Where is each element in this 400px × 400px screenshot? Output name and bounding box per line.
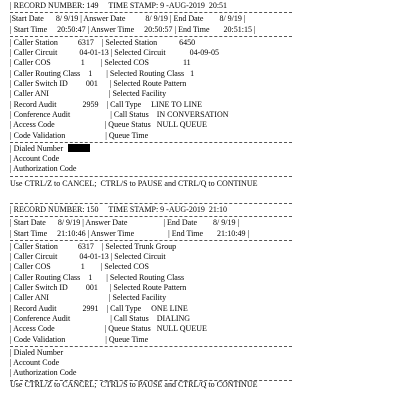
redacted-number-block <box>68 144 90 152</box>
dialed-number-label: | Dialed Number <box>10 143 64 153</box>
detail-row: | Caller ANI | Selected Facility <box>10 293 167 303</box>
detail-row: | Caller Routing Class 1 | Selected Routing Class <box>10 272 185 282</box>
detail-row: | Caller Circuit 04-01-13 | Selected Circuit <box>10 252 166 262</box>
detail-row: | Caller Routing Class 1 | Selected Routing Class 1 <box>10 68 195 78</box>
detail-row: | Conference Audit | Call Status IN CONVERSATION <box>10 109 229 119</box>
call-record-149 <box>10 1 292 178</box>
date-row: |Start Date 8/ 9/19 | Answer Date 8/ 9/19 | End Date 8/ 9/19 | <box>10 14 246 24</box>
detail-row: | Code Validation | Queue Time <box>10 130 149 140</box>
separator <box>10 142 292 143</box>
time-row: | Start Time 20:50:47 | Answer Time 20:50:57 | End Time 20:51:15 | <box>10 24 256 34</box>
detail-row: | Caller Circuit 04-01-13 | Selected Circuit 04-09-05 <box>10 48 219 58</box>
detail-row: | Access Code | Queue Status NULL QUEUE <box>10 120 207 130</box>
separator <box>10 176 292 177</box>
code-row: | Dialed Number <box>10 347 64 357</box>
code-row: | Account Code <box>10 358 60 368</box>
detail-row: | Caller ANI | Selected Facility <box>10 89 167 99</box>
detail-row: | Access Code | Queue Status NULL QUEUE <box>10 324 207 334</box>
separator <box>10 203 292 204</box>
control-prompt: Use CTRL/Z to CANCEL; CTRL/S to PAUSE and CTRL/Q to CONTINUE <box>10 380 258 389</box>
time-row: | Start Time 21:10:46 | Answer Time | End Time 21:10:49 | <box>10 228 250 238</box>
detail-row: | Caller COS 1 | Selected COS <box>10 262 149 272</box>
detail-row: | Caller Station 6317 | Selected Trunk Group <box>10 241 177 251</box>
detail-row: | Conference Audit | Call Status DIALING <box>10 313 191 323</box>
detail-row: | Caller Station 6317 | Selected Station 6450 <box>10 37 196 47</box>
detail-row: | Caller COS 1 | Selected COS 11 <box>10 58 191 68</box>
separator <box>10 36 292 37</box>
call-record-150 <box>10 202 292 382</box>
date-row: | Start Date 8/ 9/19 | Answer Date | End Date 8/ 9/19 | <box>10 218 240 228</box>
control-prompt: Use CTRL/Z to CANCEL; CTRL/S to PAUSE and CTRL/Q to CONTINUE <box>10 179 258 188</box>
detail-row: | Record Audit 2991 | Call Type ONE LINE <box>10 303 188 313</box>
code-row: | Authorization Code <box>10 368 77 378</box>
record-header: | RECORD NUMBER: 149 TIME STAMP: 9 -AUG-2019 20:51 <box>10 1 228 10</box>
code-row-dialed <box>10 144 292 154</box>
record-header: | RECORD NUMBER: 150 TIME STAMP: 9 -AUG-2019 21:10 <box>10 205 228 214</box>
detail-row: | Caller Switch ID 001 | Selected Route Pattern <box>10 79 187 89</box>
separator <box>10 346 292 347</box>
detail-row: | Code Validation | Queue Time <box>10 334 149 344</box>
code-row: | Account Code <box>10 154 60 164</box>
code-row: | Authorization Code <box>10 164 77 174</box>
separator <box>10 12 292 13</box>
detail-row: | Caller Switch ID 001 | Selected Route Pattern <box>10 283 187 293</box>
separator <box>10 240 292 241</box>
separator <box>10 216 292 217</box>
detail-row: | Record Audit 2959 | Call Type LINE TO LINE <box>10 99 202 109</box>
